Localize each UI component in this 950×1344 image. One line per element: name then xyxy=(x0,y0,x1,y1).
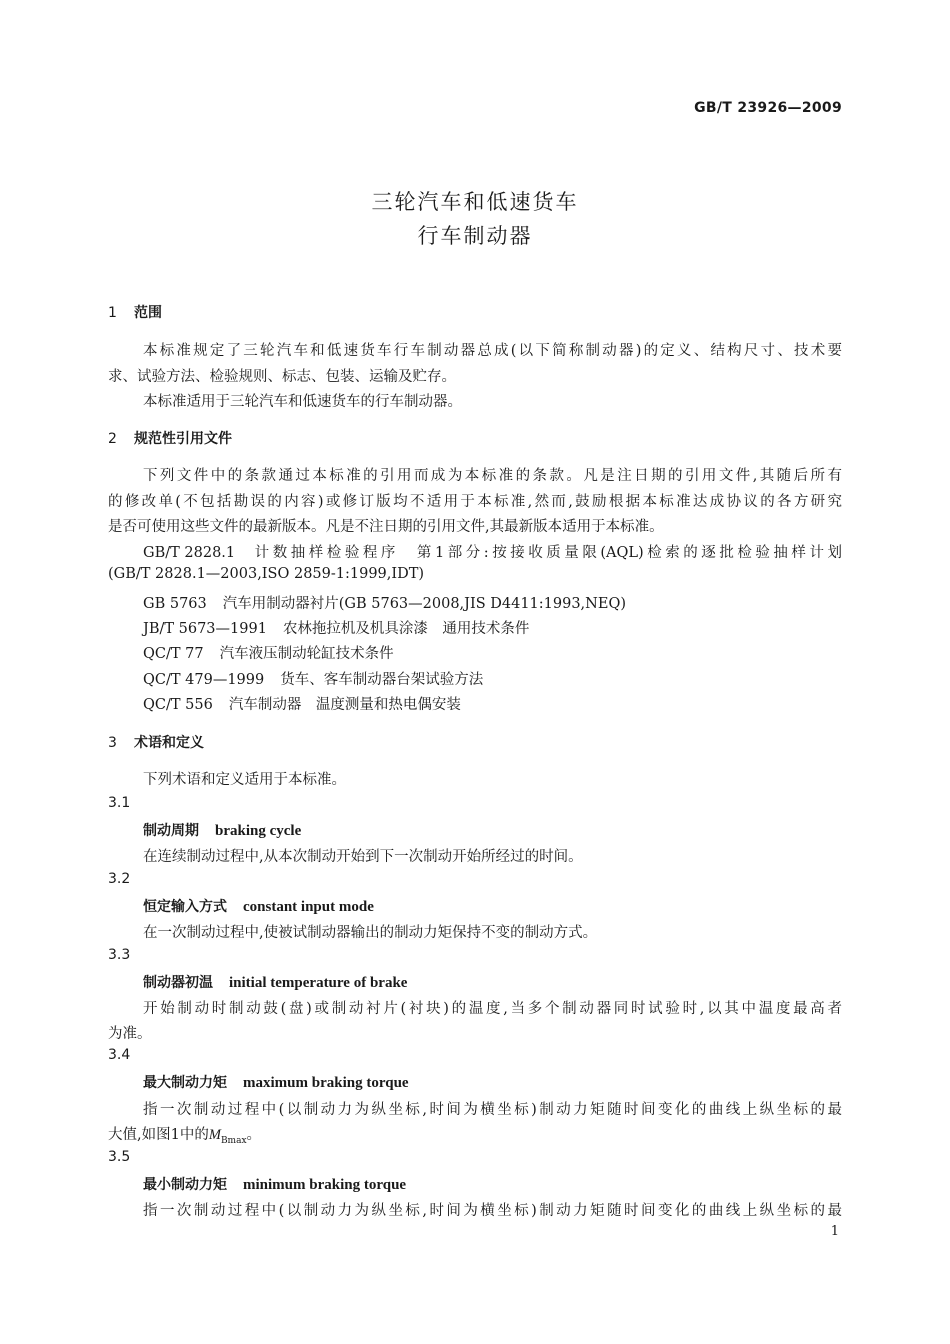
term-chinese: 最大制动力矩 xyxy=(143,1075,227,1091)
term-heading xyxy=(143,1174,406,1194)
reference-item xyxy=(143,642,394,663)
section-number: 2 xyxy=(108,431,117,447)
term-definition: 开始制动时制动鼓(盘)或制动衬片(衬块)的温度,当多个制动器同时试验时,以其中温度最高者 xyxy=(143,1001,842,1017)
standard-code: GB/T 23926—2009 xyxy=(694,100,842,116)
reference-code: JB/T 5673—1991 xyxy=(143,621,267,637)
section-number: 1 xyxy=(108,305,117,321)
term-definition: 指一次制动过程中(以制动力为纵坐标,时间为横坐标)制动力矩随时间变化的曲线上纵坐标的最 xyxy=(143,1102,842,1118)
reference-item xyxy=(143,592,626,613)
section-1-heading xyxy=(108,302,162,322)
clause-number: 3.3 xyxy=(108,947,131,963)
reference-code: QC/T 77 xyxy=(143,646,204,662)
reference-title: 汽车液压制动轮缸技术条件 xyxy=(219,646,394,662)
reference-code: GB 5763 xyxy=(143,596,207,612)
paragraph-line: 求、试验方法、检验规则、标志、包装、运输及贮存。 xyxy=(108,369,456,385)
definition-text: 。 xyxy=(246,1127,262,1143)
paragraph-line: 下列文件中的条款通过本标准的引用而成为本标准的条款。凡是注日期的引用文件,其随后所有 xyxy=(143,468,842,484)
section-number: 3 xyxy=(108,735,117,751)
document-title-line2: 行车制动器 xyxy=(417,224,533,248)
reference-title: 汽车制动器 温度测量和热电偶安装 xyxy=(228,697,461,713)
reference-item xyxy=(143,693,461,714)
term-english: braking cycle xyxy=(215,823,302,839)
reference-title: 农林拖拉机及机具涂漆 通用技术条件 xyxy=(282,621,530,637)
term-heading xyxy=(143,972,407,992)
page-number: 1 xyxy=(830,1224,839,1239)
section-title: 范围 xyxy=(134,305,162,321)
term-english: constant input mode xyxy=(243,899,374,915)
term-definition: 指一次制动过程中(以制动力为纵坐标,时间为横坐标)制动力矩随时间变化的曲线上纵坐标的最 xyxy=(143,1203,842,1219)
clause-number: 3.2 xyxy=(108,871,131,887)
term-english: maximum braking torque xyxy=(243,1075,409,1091)
term-chinese: 恒定输入方式 xyxy=(143,899,227,915)
section-title: 规范性引用文件 xyxy=(134,431,232,447)
clause-number: 3.1 xyxy=(108,795,131,811)
section-2-heading xyxy=(108,428,232,448)
reference-code: QC/T 556 xyxy=(143,697,213,713)
term-definition xyxy=(108,1123,261,1146)
reference-title: 货车、客车制动器台架试验方法 xyxy=(280,672,484,688)
reference-item xyxy=(143,617,529,638)
term-definition: 为准。 xyxy=(108,1026,152,1042)
paragraph-line: 的修改单(不包括勘误的内容)或修订版均不适用于本标准,然而,鼓励根据本标准达成协议的各方研究 xyxy=(108,494,842,510)
clause-number: 3.5 xyxy=(108,1149,131,1165)
term-english: minimum braking torque xyxy=(243,1177,407,1193)
term-heading xyxy=(143,896,374,916)
paragraph-line: 下列术语和定义适用于本标准。 xyxy=(143,772,346,788)
math-subscript: Bmax xyxy=(220,1135,247,1146)
term-english: initial temperature of brake xyxy=(229,975,408,991)
reference-item xyxy=(143,541,842,562)
clause-number: 3.4 xyxy=(108,1047,131,1063)
term-definition: 在连续制动过程中,从本次制动开始到下一次制动开始所经过的时间。 xyxy=(143,849,583,865)
term-definition: 在一次制动过程中,使被试制动器输出的制动力矩保持不变的制动方式。 xyxy=(143,925,598,941)
term-heading xyxy=(143,820,301,840)
reference-code: GB/T 2828.1 xyxy=(143,545,236,561)
term-chinese: 制动周期 xyxy=(143,823,199,839)
term-chinese: 制动器初温 xyxy=(143,975,213,991)
document-title-line1: 三轮汽车和低速货车 xyxy=(371,190,579,214)
reference-item xyxy=(143,668,483,689)
definition-text: 大值,如图1中的 xyxy=(108,1127,209,1143)
paragraph-line: 本标准适用于三轮汽车和低速货车的行车制动器。 xyxy=(143,394,462,410)
paragraph-line: 是否可使用这些文件的最新版本。凡是不注日期的引用文件,其最新版本适用于本标准。 xyxy=(108,519,664,535)
term-chinese: 最小制动力矩 xyxy=(143,1177,227,1193)
reference-title: 汽车用制动器衬片(GB 5763—2008,JIS D4411:1993,NEQ) xyxy=(222,596,626,612)
math-symbol: M xyxy=(208,1127,221,1143)
reference-title: 计数抽样检验程序 第1部分:按接收质量限(AQL)检索的逐批检验抽样计划 xyxy=(251,545,842,561)
section-title: 术语和定义 xyxy=(134,735,204,751)
section-3-heading xyxy=(108,732,204,752)
term-heading xyxy=(143,1072,409,1092)
reference-code: QC/T 479—1999 xyxy=(143,672,265,688)
paragraph-line: 本标准规定了三轮汽车和低速货车行车制动器总成(以下简称制动器)的定义、结构尺寸、技术要 xyxy=(143,343,842,359)
reference-continuation: (GB/T 2828.1—2003,ISO 2859-1:1999,IDT) xyxy=(108,566,425,582)
